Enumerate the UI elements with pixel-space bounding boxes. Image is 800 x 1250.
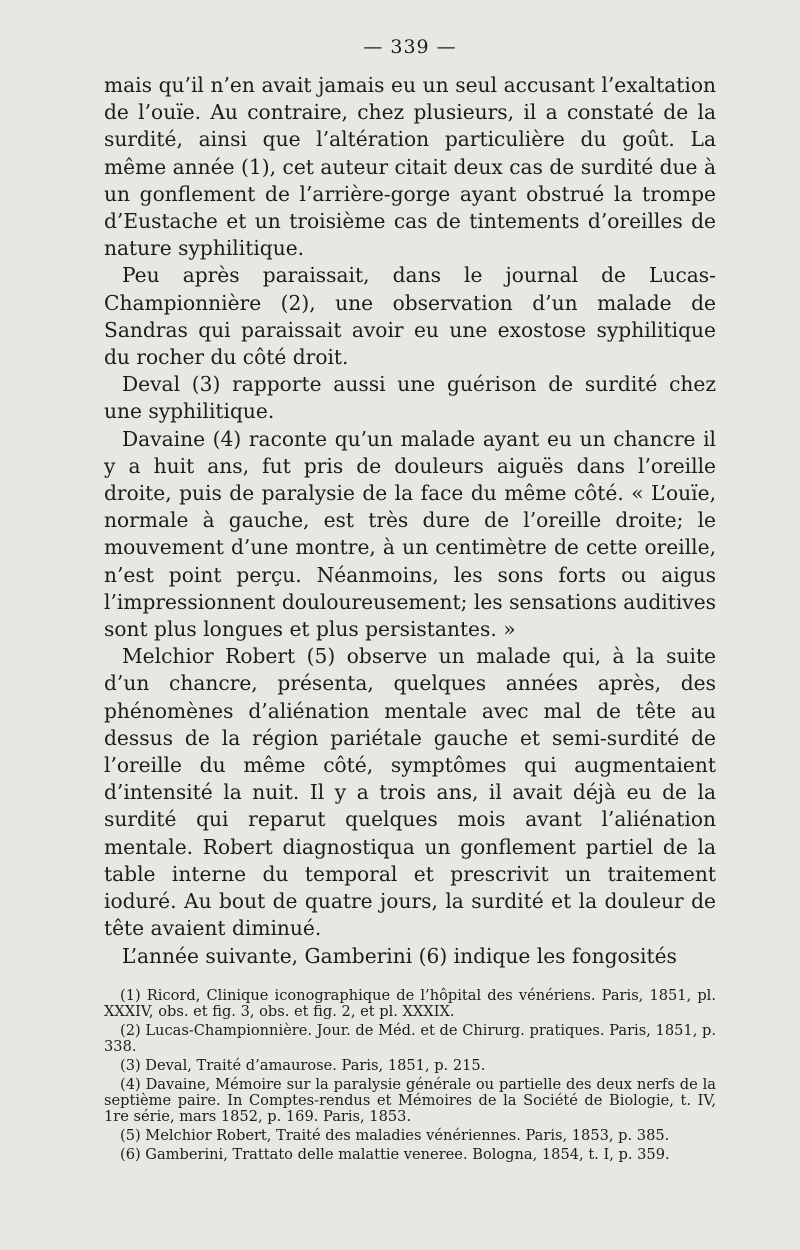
paragraph-5: Melchior Robert (5) observe un malade qui, à la suite d’un chancre, présenta, quelques années après, des phénomènes d’aliénation mentale avec mal de tête au dessus de la région pariétale gauche et semi-surdité de l’oreille du même côté, symptômes qui augmentaient d’intensité la nuit. Il y a trois ans, il avait déjà eu de la surdité qui reparut quelques mois avant l’aliénation mentale. Robert diagnostiqua un gonflement partiel de la table interne du temporal et prescrivit un traitement ioduré. Au bout de quatre jours, la surdité et la douleur de tête avaient diminué. bbox=[104, 644, 716, 941]
footnote-5: (5) Melchior Robert, Traité des maladies vénériennes. Paris, 1853, p. 385. bbox=[120, 1126, 670, 1144]
paragraph-6: L’année suivante, Gamberini (6) indique les fongosités bbox=[122, 943, 677, 968]
footnote-6: (6) Gamberini, Trattato delle malattie veneree. Bologna, 1854, t. I, p. 359. bbox=[120, 1145, 670, 1163]
footnote-1: (1) Ricord, Clinique iconographique de l’hôpital des vénériens. Paris, 1851, pl. XXXIV, obs. et fig. 3, obs. et fig. 2, et pl. XXXIX. bbox=[104, 986, 716, 1020]
paragraph-1: mais qu’il n’en avait jamais eu un seul accusant l’exaltation de l’ouïe. Au contraire, chez plusieurs, il a constaté de la surdité, ainsi que l’altération particulière du goût. La même année (1), cet auteur citait deux cas de surdité due à un gonflement de l’arrière-gorge ayant obstrué la trompe d’Eustache et un troisième cas de tintements d’oreilles de nature syphilitique. bbox=[104, 73, 716, 261]
paragraph-4: Davaine (4) raconte qu’un malade ayant eu un chancre il y a huit ans, fut pris de douleurs aiguës dans l’oreille droite, puis de paralysie de la face du même côté. « L’ouïe, normale à gauche, est très dure de l’oreille droite; le mouvement d’une montre, à un centimètre de cette oreille, n’est point perçu. Néanmoins, les sons forts ou aigus l’impressionnent douloureusement; les sensations auditives sont plus longues et plus persistantes. » bbox=[104, 426, 716, 642]
paragraph-3: Deval (3) rapporte aussi une guérison de surdité chez une syphilitique. bbox=[104, 372, 716, 424]
body-text bbox=[104, 72, 716, 970]
footnotes bbox=[104, 988, 716, 1163]
paragraph-2: Peu après paraissait, dans le journal de Lucas-Championnière (2), une observation d’un malade de Sandras qui paraissait avoir eu une exostose syphilitique du rocher du côté droit. bbox=[104, 263, 716, 370]
footnote-3: (3) Deval, Traité d’amaurose. Paris, 1851, p. 215. bbox=[120, 1056, 486, 1074]
footnote-2: (2) Lucas-Championnière. Jour. de Méd. et de Chirurg. pratiques. Paris, 1851, p. 338. bbox=[104, 1021, 716, 1055]
footnote-4: (4) Davaine, Mémoire sur la paralysie générale ou partielle des deux nerfs de la septième paire. In Comptes-rendus et Mémoires de la Société de Biologie, t. IV, 1re série, mars 1852, p. 169. Paris, 1853. bbox=[104, 1075, 716, 1125]
page-number: — 339 — bbox=[363, 36, 457, 58]
